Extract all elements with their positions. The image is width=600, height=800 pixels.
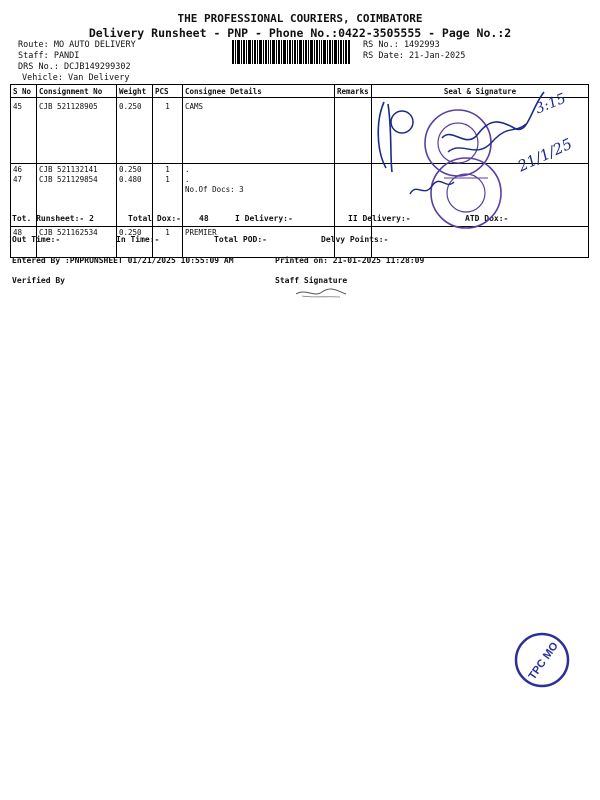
delvy-points: Delvy Points:- (321, 235, 389, 244)
out-time: Out Time:- (12, 235, 61, 244)
pcs-cell: 1 (165, 228, 170, 237)
table-row (11, 227, 589, 258)
pcs-cell: 1 (165, 175, 170, 184)
verified-by: Verified By (12, 276, 65, 285)
svg-text:TPC MO: TPC MO (526, 640, 561, 683)
entered-by: Entered By :PNPRUNSHEET 01/21/2025 10:55:09 AM (12, 256, 234, 265)
tpc-stamp (514, 632, 570, 688)
consignee-cell: PREMIER (185, 228, 217, 237)
sno-cell: 47 (13, 175, 23, 184)
total-dox-value: 48 (199, 214, 209, 223)
rs-date: RS Date: 21-Jan-2025 (363, 51, 466, 61)
in-time: In Time:- (116, 235, 160, 244)
runsheet-table (10, 84, 589, 258)
printed-on: Printed on: 21-01-2025 11:28:09 (275, 256, 425, 265)
sno-cell: 46 (13, 165, 23, 174)
rs-number: RS No.: 1492993 (363, 40, 440, 50)
col-consignee: Consignee Details (183, 85, 335, 98)
consignee-cell: . (185, 175, 190, 184)
col-remarks: Remarks (335, 85, 372, 98)
vehicle-label: Vehicle: Van Delivery (22, 73, 130, 83)
col-seal: Seal & Signature (372, 85, 589, 98)
i-delivery: I Delivery:- (235, 214, 293, 223)
total-dox-label: Total Dox:- (128, 214, 181, 223)
weight-cell: 0.480 (119, 175, 142, 184)
pcs-cell: 1 (165, 165, 170, 174)
staff-label: Staff: PANDI (18, 51, 80, 61)
consignee-cell: CAMS (185, 102, 204, 111)
consignment-cell: CJB 521128905 (39, 102, 98, 111)
staff-signature-label: Staff Signature (275, 276, 348, 285)
weight-cell: 0.250 (119, 102, 142, 111)
handwritten-time: 3:15 (533, 90, 569, 118)
col-weight: Weight (117, 85, 153, 98)
sno-cell: 45 (13, 102, 23, 111)
atd-dox: ATD Dox:- (465, 214, 509, 223)
consignment-cell: CJB 521132141 (39, 165, 98, 174)
doc-count: No.Of Docs: 3 (185, 185, 244, 194)
ii-delivery: II Delivery:- (348, 214, 411, 223)
col-consignment: Consignment No (37, 85, 117, 98)
col-pcs: PCS (153, 85, 183, 98)
handwritten-date: 21/1/25 (514, 134, 575, 176)
tot-runsheet: Tot. Runsheet:- 2 (12, 214, 94, 223)
table-header (11, 85, 589, 98)
drs-number: DRS No.: DCJB149299302 (18, 62, 131, 72)
pcs-cell: 1 (165, 102, 170, 111)
consignment-cell: CJB 521129854 (39, 175, 98, 184)
col-sno: S No (11, 85, 37, 98)
sno-cell: 48 (13, 228, 23, 237)
runsheet-subtitle: Delivery Runsheet - PNP - Phone No.:0422-3505555 - Page No.:2 (88, 26, 512, 40)
total-pod: Total POD:- (214, 235, 267, 244)
weight-cell: 0.250 (119, 228, 142, 237)
table-row (11, 98, 589, 164)
company-title: THE PROFESSIONAL COURIERS, COIMBATORE (177, 12, 423, 25)
barcode (232, 40, 350, 64)
weight-cell: 0.250 (119, 165, 142, 174)
route-label: Route: MO AUTO DELIVERY (18, 40, 136, 50)
consignee-cell: . (185, 165, 190, 174)
consignment-cell: CJB 521162534 (39, 228, 98, 237)
staff-signature-scribble (292, 284, 352, 300)
